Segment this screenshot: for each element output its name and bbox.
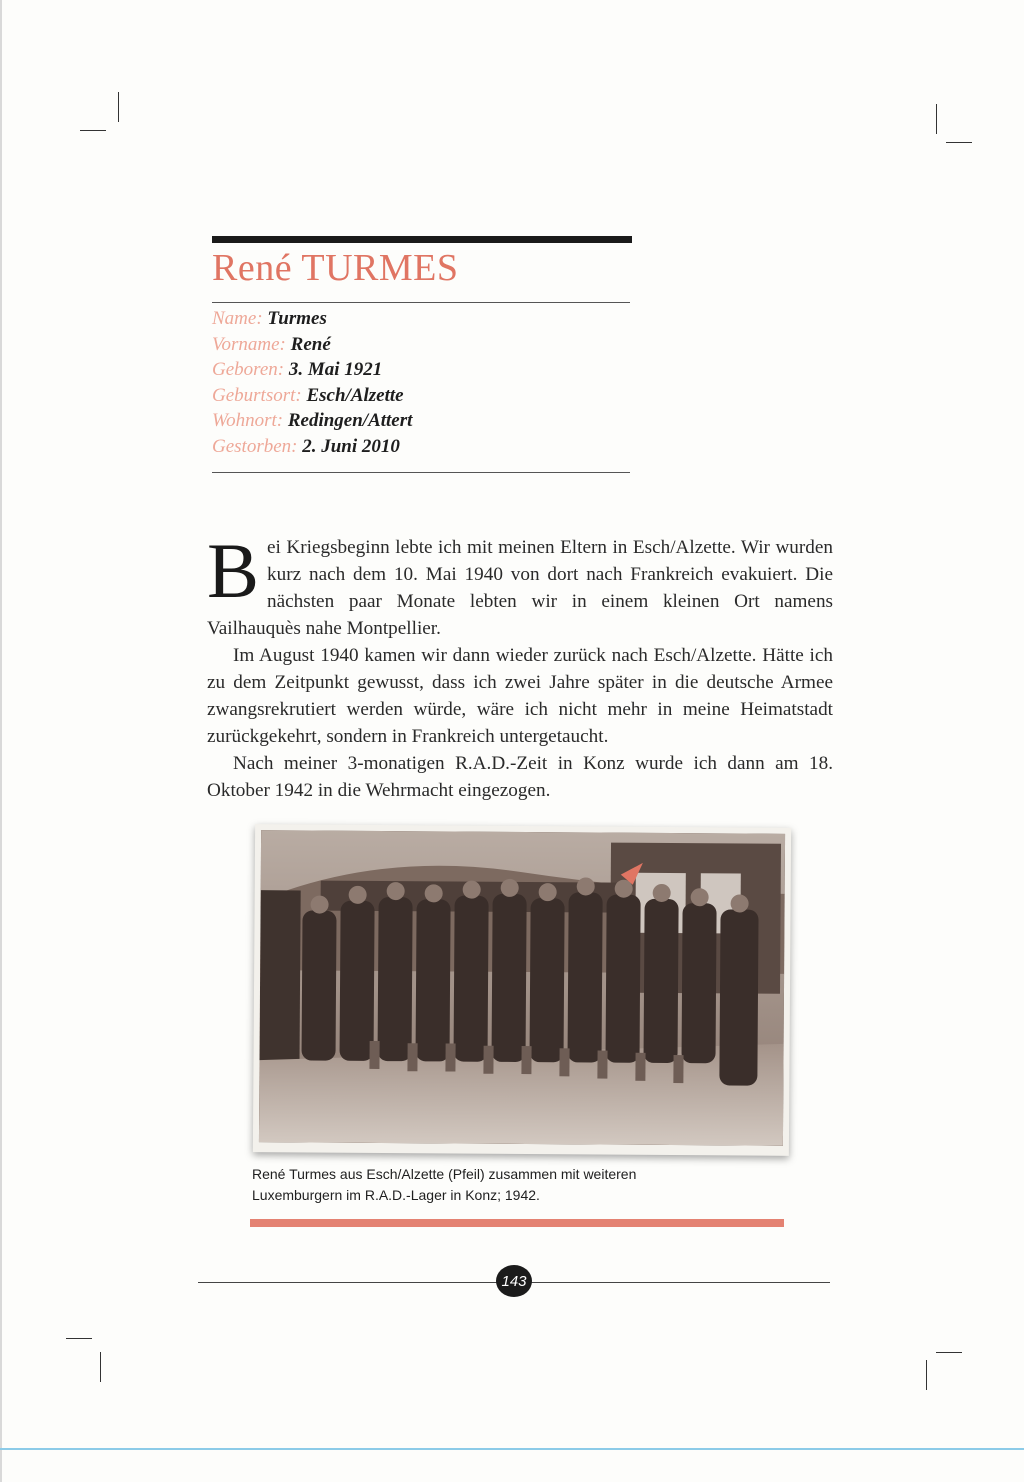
footer-rule-right (530, 1282, 830, 1283)
info-row-geboren (212, 357, 632, 383)
footer-rule-left (198, 1282, 498, 1283)
page-number-badge: 143 (496, 1265, 532, 1297)
info-label: Vorname: (212, 333, 286, 355)
caption-line-2: Luxemburgern im R.A.D.-Lager in Konz; 1942. (252, 1187, 540, 1203)
info-label: Geboren: (212, 359, 285, 380)
crop-mark-tl-v (118, 92, 119, 122)
info-value: Esch/Alzette (306, 384, 404, 406)
info-row-wohnort (212, 408, 632, 434)
paragraph-3: Nach meiner 3-monatigen R.A.D.-Zeit in Konz wurde ich dann am 18. Oktober 1942 in die Wehrmacht eingezogen. (207, 753, 833, 801)
title-top-bar (212, 236, 632, 243)
info-block (212, 306, 632, 459)
info-value: 2. Juni 2010 (302, 435, 400, 457)
info-label: Wohnort: (212, 410, 284, 431)
info-value: Redingen/Attert (287, 410, 413, 431)
photo-frame (253, 824, 791, 1156)
info-value: René (290, 333, 331, 355)
group-photo-illustration (259, 830, 785, 1146)
scan-bottom-line (0, 1448, 1024, 1450)
paragraph-2: Im August 1940 kamen wir dann wieder zurück nach Esch/Alzette. Hätte ich zu dem Zeitpunkt gewusst, dass ich zwei Jahre später in die deutsche Armee zwangsrekrutiert werden würde, wäre ich nicht mehr in meine Heimatstadt zurückgekehrt, sondern in Frankreich untergetaucht. (207, 645, 833, 747)
info-label: Geburtsort: (212, 384, 302, 406)
page-title: René TURMES (212, 247, 459, 289)
drop-cap: B (207, 527, 260, 614)
info-row-gestorben (212, 434, 632, 460)
crop-mark-br-h (936, 1352, 962, 1353)
crop-mark-bl-v (100, 1352, 101, 1382)
group-photo (259, 830, 785, 1146)
caption-line-1: René Turmes aus Esch/Alzette (Pfeil) zusammen mit weiteren (252, 1166, 637, 1182)
info-bottom-rule (212, 472, 630, 473)
photo-caption (252, 1164, 792, 1206)
crop-mark-br-v (926, 1360, 927, 1390)
scan-edge (0, 0, 2, 1482)
info-row-name (212, 306, 632, 332)
crop-mark-bl-h (66, 1338, 92, 1339)
paragraph-1 (207, 527, 833, 642)
paragraph-1-text: ei Kriegsbeginn lebte ich mit meinen Eltern in Esch/Alzette. Wir wurden kurz nach dem 10. Mai 1940 von dort nach Frankreich evakuiert. Die nächsten paar Monate lebten wir in einem kleinen Ort namens Vailhauquès nahe Montpellier. (207, 537, 833, 639)
body-text (207, 527, 833, 804)
title-rule (212, 302, 630, 303)
info-label: Gestorben: (212, 435, 298, 457)
info-row-vorname (212, 332, 632, 358)
crop-mark-tr-h (946, 142, 972, 143)
info-row-geburtsort (212, 383, 632, 409)
info-value: 3. Mai 1921 (288, 359, 383, 380)
info-label: Name: (212, 308, 263, 329)
caption-accent-bar (250, 1219, 784, 1227)
crop-mark-tl-h (80, 130, 106, 131)
crop-mark-tr-v (936, 104, 937, 134)
info-value: Turmes (267, 308, 327, 329)
